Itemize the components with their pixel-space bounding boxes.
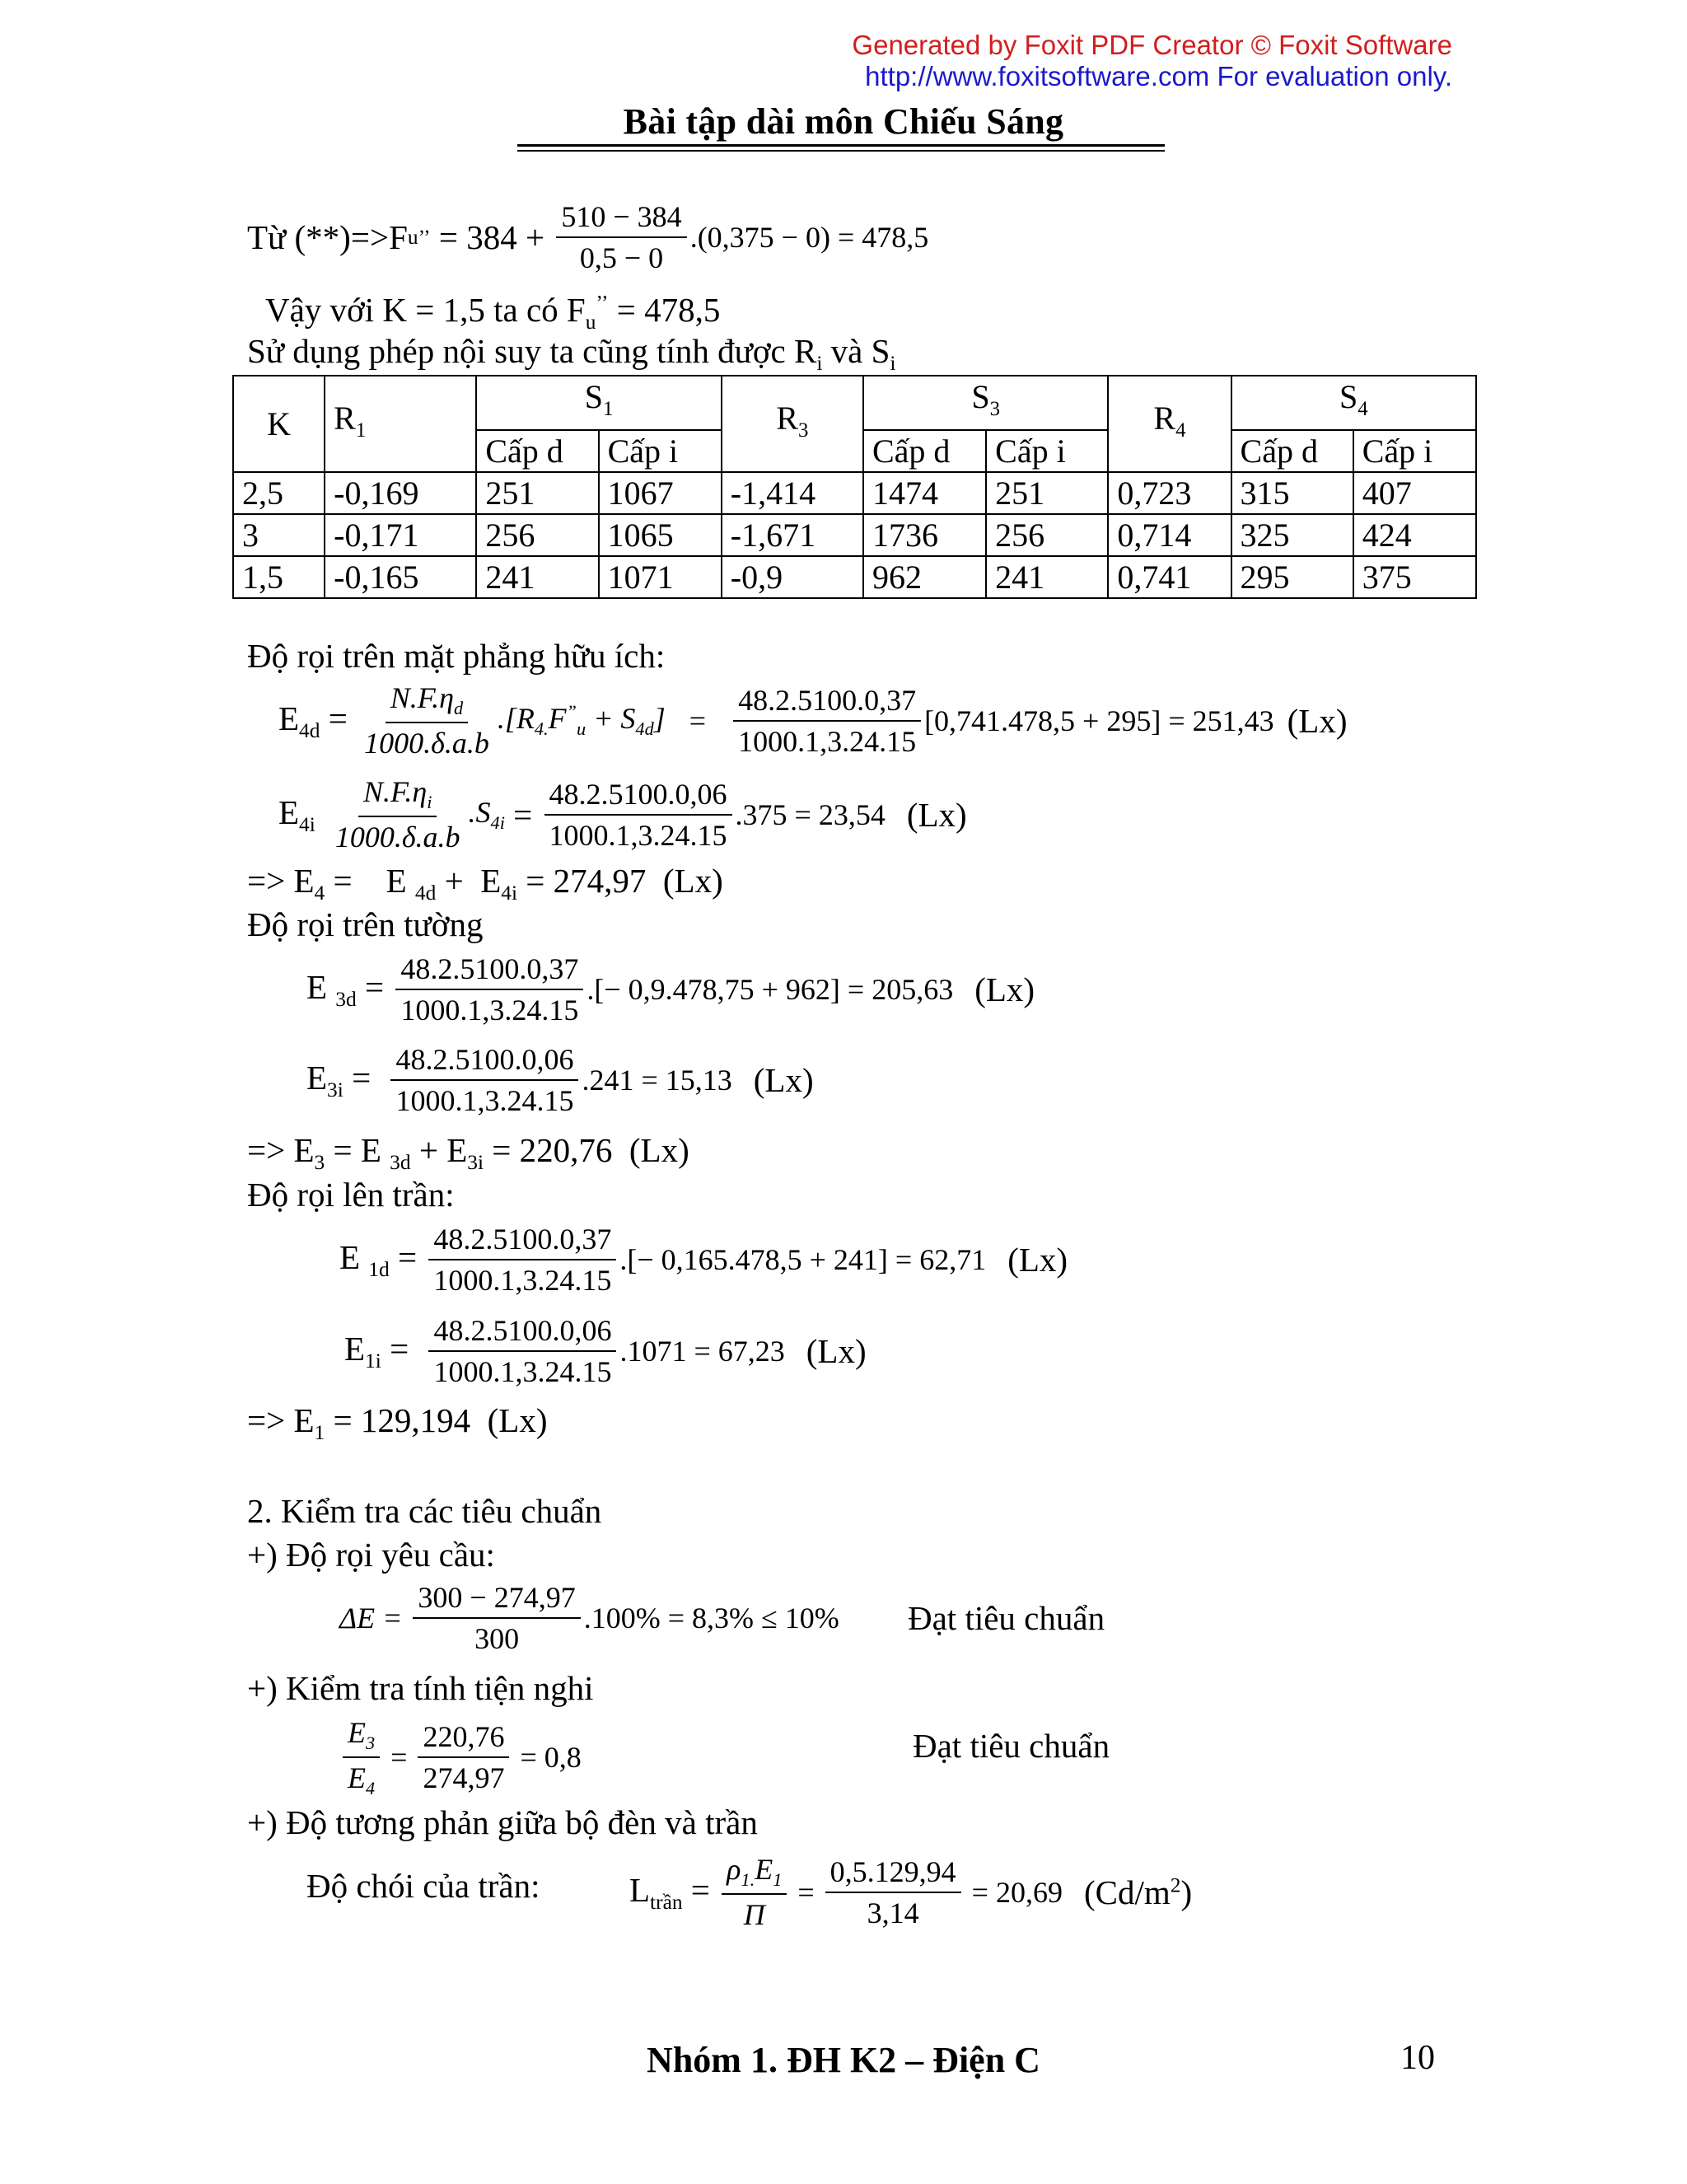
header-r4: $R_4$ <box>1108 376 1231 472</box>
interpolation-note: Sử dụng phép nội suy ta cũng tính được $R_i$ và $S_i$ <box>247 332 896 376</box>
table-row <box>233 556 1476 598</box>
table-cell: 295 <box>1231 556 1353 598</box>
section-useful-plane: Độ rọi trên mặt phẳng hữu ích: <box>247 637 666 675</box>
page-number: 10 <box>1400 2039 1435 2077</box>
table-cell: 1,5 <box>233 556 325 598</box>
table-cell: -1,671 <box>722 514 863 556</box>
table-cell: 1736 <box>863 514 986 556</box>
table-cell: 0,741 <box>1108 556 1231 598</box>
delta-e-result: Đạt tiêu chuẩn <box>908 1599 1105 1637</box>
page-footer: Nhóm 1. ĐH K2 – Điện C <box>647 2040 1040 2080</box>
formula-e4d: $E_{4d}$ = $\frac{N.F.\eta_d}{1000.\delta.a.b}$ $.[R_{4.}F^”_u + S_{4d}]$ = $\frac{48.2.5100.0,37}{1000.1,3.24.15}$ [0,741.478,5 + 295] = 251,43 (Lx) <box>278 681 1348 760</box>
formula-delta-e: ΔE = $\frac{300 - 274,97}{300}$ .100% = 8,3% ≤ 10% <box>339 1581 839 1655</box>
subheader-cap-d: Cấp d <box>863 430 986 472</box>
header-s4: $S_4$ <box>1231 376 1476 430</box>
table-cell: 1071 <box>599 556 722 598</box>
table-cell: 1065 <box>599 514 722 556</box>
header-r3: $R_3$ <box>722 376 863 472</box>
subheader-cap-i: Cấp i <box>986 430 1108 472</box>
fraction: $\frac{\rho_{1.}E_1}{\Pi}$ <box>722 1852 787 1932</box>
table-cell: 424 <box>1353 514 1476 556</box>
header-rule-bottom <box>517 150 1165 152</box>
fraction: $\frac{48.2.5100.0,06}{1000.1,3.24.15}$ <box>544 777 732 853</box>
formula-luminance: $L_{trần}$ = $\frac{\rho_{1.}E_1}{\Pi}$ = $\frac{0,5.129,94}{3,14}$ = 20,69 $(Cd/m^2)$ <box>629 1853 1193 1932</box>
section-ceiling: Độ rọi lên trần: <box>247 1176 455 1214</box>
e4-total: => $E_4$ = E $_{4d} + E_{4i} = 274,97$ (Lx) <box>247 862 723 905</box>
table-cell: 2,5 <box>233 472 325 514</box>
e1-total: => $E_1 = 129,194$ (Lx) <box>247 1401 548 1445</box>
formula-ratio: $\frac{E_3}{E_4}$ = $\frac{220,76}{274,97}$ = 0,8 <box>339 1715 582 1799</box>
table-cell: 251 <box>986 472 1108 514</box>
table-cell: 256 <box>476 514 598 556</box>
subheader-cap-i: Cấp i <box>1353 430 1476 472</box>
formula-e3d: E $_{3d}$ = $\frac{48.2.5100.0,37}{1000.1,3.24.15}$ .[− 0,9.478,75 + 962] = 205,63 (Lx) <box>306 952 1035 1027</box>
table-cell: -0,9 <box>722 556 863 598</box>
fraction: $\frac{0,5.129,94}{3,14}$ <box>825 1854 961 1930</box>
header-s3: $S_3$ <box>863 376 1108 430</box>
ratio-result: Đạt tiêu chuẩn <box>913 1727 1110 1765</box>
e3-total: => $E_3 = E$ $_{3d} + E_{3i} = 220,76$ (Lx) <box>247 1131 689 1175</box>
table-cell: -0,171 <box>325 514 476 556</box>
table-row <box>233 472 1476 514</box>
table-cell: 962 <box>863 556 986 598</box>
header-s1: $S_1$ <box>476 376 721 430</box>
coefficients-table <box>232 375 1477 599</box>
header-k: K <box>233 376 325 472</box>
fraction: $\frac{E_3}{E_4}$ <box>343 1715 380 1799</box>
contrast-heading: +) Độ tương phản giữa bộ đèn và trần <box>247 1803 758 1841</box>
foxit-watermark <box>852 30 1452 92</box>
fraction: $\frac{510 - 384}{0,5 - 0}$ <box>556 199 686 275</box>
fraction: $\frac{N.F.\eta_d}{1000.\delta.a.b}$ <box>364 681 489 760</box>
section-2-heading: 2. Kiểm tra các tiêu chuẩn <box>247 1492 602 1530</box>
table-cell: 256 <box>986 514 1108 556</box>
comfort-heading: +) Kiểm tra tính tiện nghi <box>247 1669 594 1707</box>
table-cell: 3 <box>233 514 325 556</box>
table-row <box>233 514 1476 556</box>
table-cell: 241 <box>476 556 598 598</box>
fraction: $\frac{N.F.\eta_i}{1000.\delta.a.b}$ <box>334 775 460 854</box>
section-wall: Độ rọi trên tường <box>247 905 484 943</box>
header-rule-top <box>517 144 1165 147</box>
table-cell: 241 <box>986 556 1108 598</box>
fraction: $\frac{48.2.5100.0,37}{1000.1,3.24.15}$ <box>395 952 583 1027</box>
subheader-cap-i: Cấp i <box>599 430 722 472</box>
watermark-line-2: http://www.foxitsoftware.com For evaluation only. <box>865 61 1452 91</box>
table-header-row <box>233 376 1476 430</box>
table-cell: 1067 <box>599 472 722 514</box>
table-cell: 315 <box>1231 472 1353 514</box>
fraction: $\frac{300 - 274,97}{300}$ <box>413 1580 580 1656</box>
watermark-line-1: Generated by Foxit PDF Creator © Foxit Software <box>852 30 1452 60</box>
fraction: $\frac{48.2.5100.0,37}{1000.1,3.24.15}$ <box>733 683 921 759</box>
header-r1: $R_1$ <box>325 376 476 472</box>
interpolation-formula: Từ (**)=>F u ’’ = 384 + $\frac{510 - 384}{0,5 - 0}$ .(0,375 − 0) = 478,5 <box>247 200 929 274</box>
table-cell: 0,714 <box>1108 514 1231 556</box>
k-result-line: Vậy với K = 1,5 ta có $F_u^{’’} = 478,5$ <box>265 291 721 334</box>
table-cell: -0,169 <box>325 472 476 514</box>
formula-e1i: $E_{1i}$ = $\frac{48.2.5100.0,06}{1000.1,3.24.15}$ .1071 = 67,23 (Lx) <box>344 1314 867 1388</box>
formula-e3i: $E_{3i}$ = $\frac{48.2.5100.0,06}{1000.1,3.24.15}$ .241 = 15,13 (Lx) <box>306 1043 814 1117</box>
fraction: $\frac{48.2.5100.0,37}{1000.1,3.24.15}$ <box>428 1222 616 1298</box>
table-cell: 325 <box>1231 514 1353 556</box>
table-cell: -1,414 <box>722 472 863 514</box>
table-cell: 1474 <box>863 472 986 514</box>
fraction: $\frac{220,76}{274,97}$ <box>418 1719 509 1795</box>
subheader-cap-d: Cấp d <box>476 430 598 472</box>
ceiling-luminance-label: Độ chói của trần: <box>306 1867 540 1905</box>
table-cell: 251 <box>476 472 598 514</box>
table-cell: 407 <box>1353 472 1476 514</box>
subheader-cap-d: Cấp d <box>1231 430 1353 472</box>
fraction: $\frac{48.2.5100.0,06}{1000.1,3.24.15}$ <box>428 1313 616 1389</box>
table-cell: -0,165 <box>325 556 476 598</box>
table-cell: 0,723 <box>1108 472 1231 514</box>
table-cell: 375 <box>1353 556 1476 598</box>
fraction: $\frac{48.2.5100.0,06}{1000.1,3.24.15}$ <box>390 1042 578 1118</box>
formula-e1d: E $_{1d}$ = $\frac{48.2.5100.0,37}{1000.1,3.24.15}$ .[− 0,165.478,5 + 241] = 62,71 (Lx) <box>339 1223 1068 1297</box>
page-header-title: Bài tập dài môn Chiếu Sáng <box>623 101 1064 142</box>
formula-e4i: $E_{4i}$ $\frac{N.F.\eta_i}{1000.\delta.a.b}$ $.S_{4i}$ = $\frac{48.2.5100.0,06}{1000.1,3.24.15}$ .375 = 23,54 (Lx) <box>278 775 967 854</box>
required-illuminance-heading: +) Độ rọi yêu cầu: <box>247 1536 495 1574</box>
